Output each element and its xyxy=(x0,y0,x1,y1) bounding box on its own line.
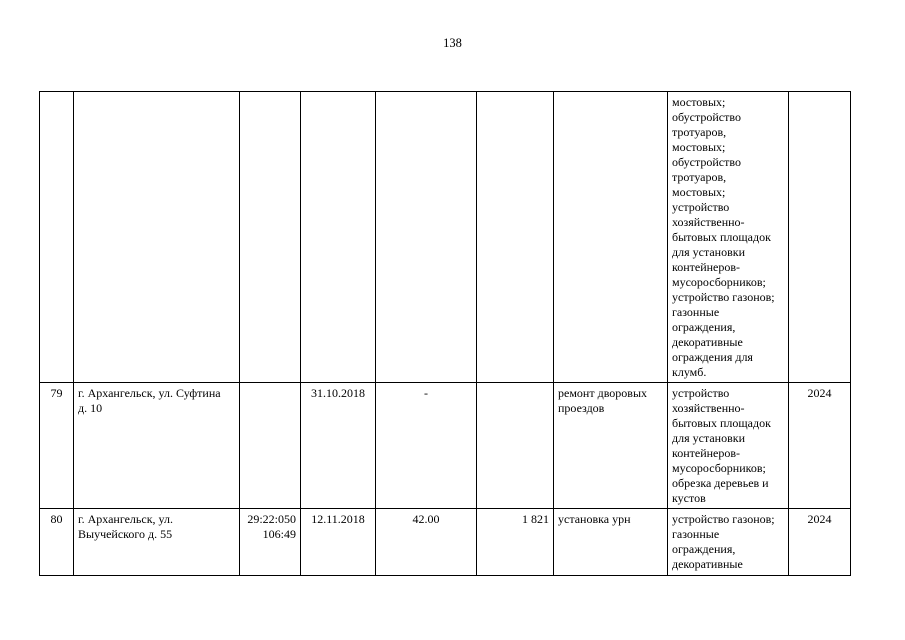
cell-text: 31.10.2018 xyxy=(311,386,365,400)
cell-line: мусоросборников; xyxy=(672,461,766,475)
area-cell xyxy=(376,509,477,576)
address-cell xyxy=(74,383,240,509)
cell-line: клумб. xyxy=(672,365,707,379)
cell-line: мостовых; xyxy=(672,95,726,109)
population-cell xyxy=(477,92,554,383)
cell-line: мостовых; xyxy=(672,140,726,154)
additional-works-cell xyxy=(668,92,789,383)
population-cell xyxy=(477,509,554,576)
cadastral-number-cell xyxy=(240,509,301,576)
cell-text: - xyxy=(424,386,428,400)
cell-line: бытовых площадок xyxy=(672,230,771,244)
cell-line: обрезка деревьев и xyxy=(672,476,769,490)
population-cell xyxy=(477,383,554,509)
row-number-cell xyxy=(40,92,74,383)
cell-line: ограждения, xyxy=(672,320,736,334)
cell-line: установка урн xyxy=(558,512,631,526)
cell-line: устройство газонов; xyxy=(672,290,775,304)
cell-line: устройство xyxy=(672,200,730,214)
cell-line: для установки xyxy=(672,245,745,259)
cell-text: 42.00 xyxy=(412,512,440,526)
cell-line: ремонт дворовых xyxy=(558,386,648,400)
row-number-cell xyxy=(40,383,74,509)
cadastral-number-cell xyxy=(240,383,301,509)
cell-line: устройство xyxy=(672,386,730,400)
year-cell xyxy=(789,92,851,383)
additional-works-cell xyxy=(668,509,789,576)
cell-line: ограждения, xyxy=(672,542,736,556)
cell-line: мостовых; xyxy=(672,185,726,199)
cell-text: 12.11.2018 xyxy=(311,512,365,526)
page-number: 138 xyxy=(443,36,462,50)
cell-line: хозяйственно- xyxy=(672,215,745,229)
cell-text: 80 xyxy=(50,512,63,526)
table-row xyxy=(40,509,851,576)
additional-works-cell xyxy=(668,383,789,509)
area-cell xyxy=(376,92,477,383)
address-cell xyxy=(74,92,240,383)
table-row xyxy=(40,383,851,509)
cell-line: тротуаров, xyxy=(672,125,727,139)
cell-line: г. Архангельск, ул. Суфтина xyxy=(78,386,221,400)
date-cell xyxy=(301,383,376,509)
area-cell xyxy=(376,383,477,509)
improvement-table xyxy=(39,91,851,576)
cell-line: хозяйственно- xyxy=(672,401,745,415)
cell-text: 2024 xyxy=(807,386,832,400)
min-works-cell xyxy=(554,383,668,509)
cell-line: газонные xyxy=(672,527,720,541)
cell-line: д. 10 xyxy=(78,401,103,415)
cell-text: 1 821 xyxy=(522,512,549,526)
address-cell xyxy=(74,509,240,576)
date-cell xyxy=(301,92,376,383)
cell-line: мусоросборников; xyxy=(672,275,766,289)
cell-line: декоративные xyxy=(672,557,743,571)
cell-line: тротуаров, xyxy=(672,170,727,184)
row-number-cell xyxy=(40,509,74,576)
cell-line: обустройство xyxy=(672,110,741,124)
cell-line: контейнеров- xyxy=(672,260,741,274)
cell-line: ограждения для xyxy=(672,350,753,364)
min-works-cell xyxy=(554,509,668,576)
cell-text: 79 xyxy=(50,386,63,400)
cell-line: проездов xyxy=(558,401,605,415)
cell-line: газонные xyxy=(672,305,720,319)
cell-line: 106:49 xyxy=(262,527,296,541)
cell-line: г. Архангельск, ул. xyxy=(78,512,173,526)
cell-line: 29:22:050 xyxy=(247,512,296,526)
date-cell xyxy=(301,509,376,576)
cadastral-number-cell xyxy=(240,92,301,383)
cell-text: 2024 xyxy=(807,512,832,526)
cell-line: Выучейского д. 55 xyxy=(78,527,173,541)
table-row xyxy=(40,92,851,383)
cell-line: бытовых площадок xyxy=(672,416,771,430)
cell-line: обустройство xyxy=(672,155,741,169)
cell-line: декоративные xyxy=(672,335,743,349)
year-cell xyxy=(789,383,851,509)
cell-line: кустов xyxy=(672,491,706,505)
year-cell xyxy=(789,509,851,576)
cell-line: для установки xyxy=(672,431,745,445)
cell-line: контейнеров- xyxy=(672,446,741,460)
min-works-cell xyxy=(554,92,668,383)
cell-line: устройство газонов; xyxy=(672,512,775,526)
